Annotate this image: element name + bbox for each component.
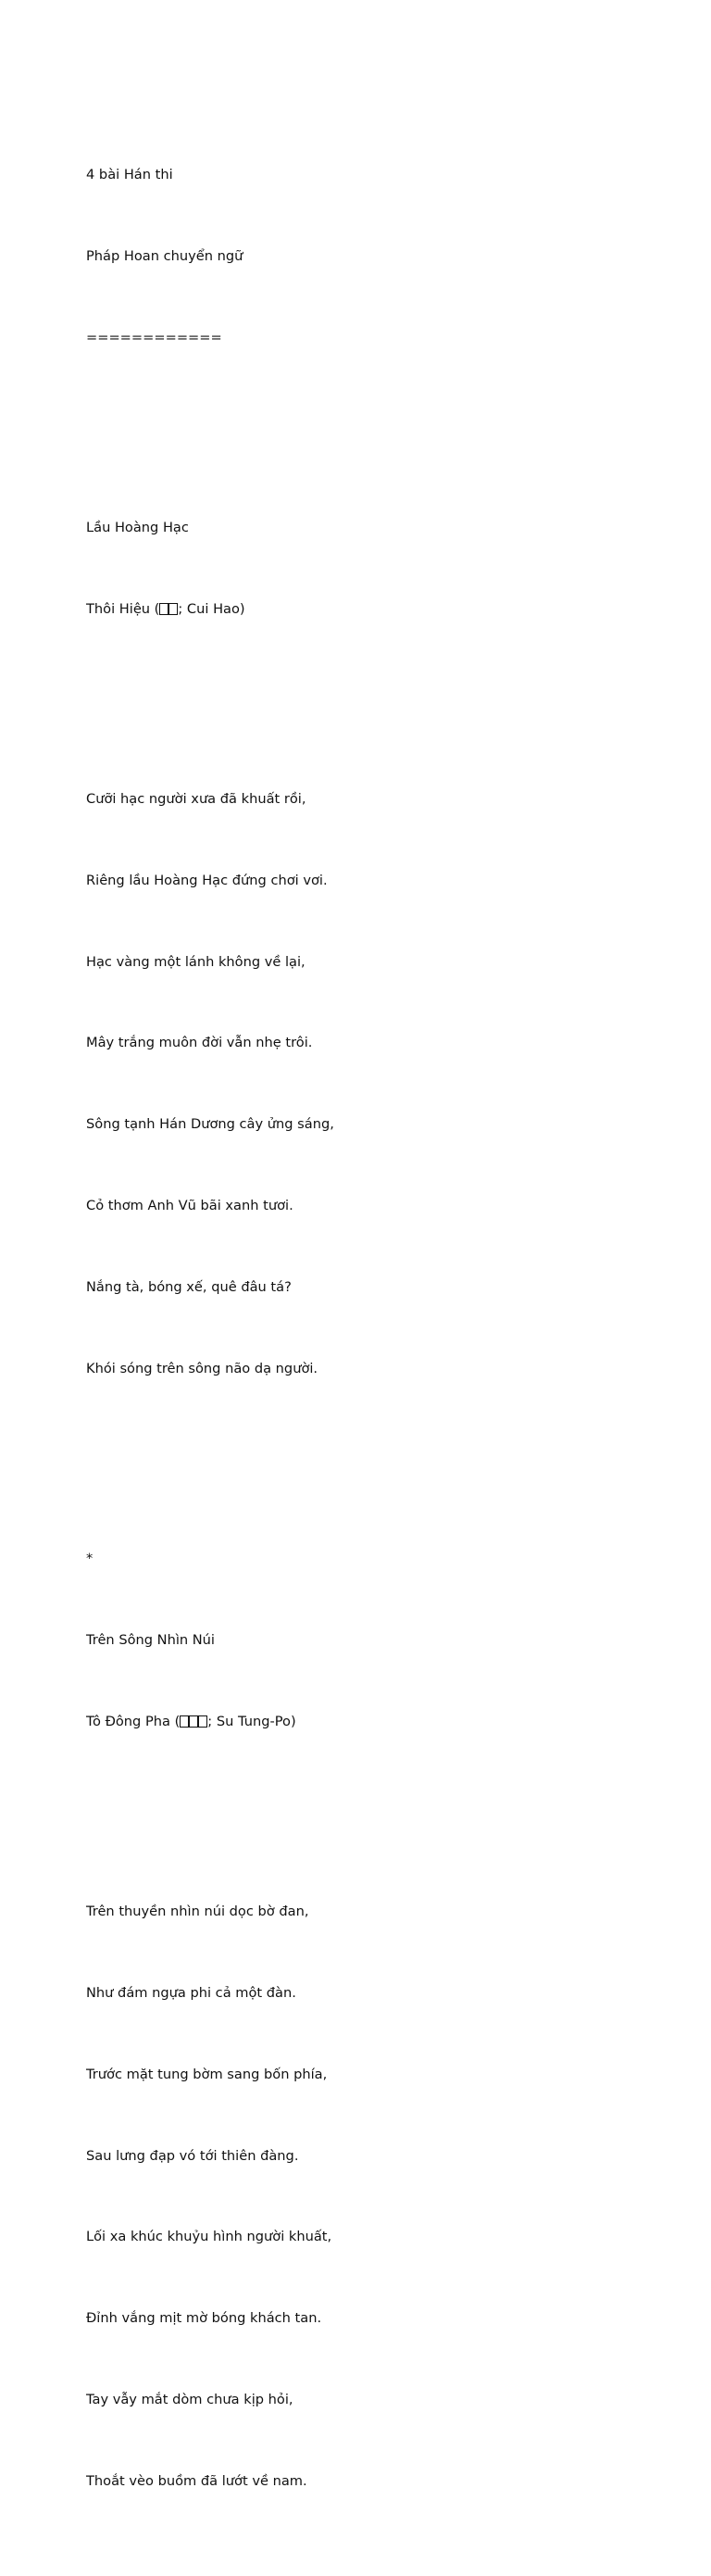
poem1-title: Lầu Hoàng Hạc [86, 519, 189, 535]
missing-glyph-box [198, 1715, 207, 1728]
missing-glyph-box [168, 603, 178, 615]
poem2-author-suffix: ; Su Tung-Po) [207, 1713, 296, 1729]
poem1-line: Cưỡi hạc người xưa đã khuất rồi, [86, 790, 306, 807]
poem2-line: Trên thuyền nhìn núi dọc bờ đan, [86, 1903, 309, 1919]
blank-line [86, 1437, 642, 1464]
poem1-line: Nắng tà, bóng xế, quê đâu tá? [86, 1279, 292, 1296]
poem1-line: Sông tạnh Hán Dương cây ửng sáng, [86, 1116, 334, 1133]
translator-credit: Pháp Hoan chuyển ngữ [86, 247, 243, 264]
poem2-author [86, 1708, 642, 1735]
blank-line [86, 677, 642, 704]
poem1-line: Khói sóng trên sông não dạ người. [86, 1360, 318, 1376]
poem2-line: Lối xa khúc khuỷu hình người khuất, [86, 2229, 332, 2245]
poem2-line: Trước mặt tung bờm sang bốn phía, [86, 2066, 328, 2082]
divider-line: ============ [86, 329, 222, 346]
poem1-author-prefix: Thôi Hiệu ( [86, 600, 160, 617]
poem1-author-suffix: ; Cui Hao) [178, 600, 245, 617]
section-separator: * [86, 1551, 94, 1567]
poem1-author [86, 596, 642, 622]
poem1-line: Cỏ thơm Anh Vũ bãi xanh tươi. [86, 1198, 293, 1214]
poem1-line: Hạc vàng một lánh không về lại, [86, 953, 306, 970]
document-body [86, 80, 642, 2576]
poem1-line: Riêng lầu Hoàng Hạc đứng chơi vơi. [86, 872, 328, 888]
missing-glyph-box [189, 1715, 198, 1728]
missing-glyph-box [159, 603, 168, 615]
poem2-line: Đỉnh vắng mịt mờ bóng khách tan. [86, 2310, 322, 2327]
blank-line [86, 1790, 642, 1816]
poem1-line: Mây trắng muôn đời vẫn nhẹ trôi. [86, 1035, 313, 1051]
poem2-author-prefix: Tô Đông Pha ( [86, 1713, 181, 1729]
blank-line [86, 406, 642, 433]
poem2-line: Như đám ngựa phi cả một đàn. [86, 1984, 296, 2001]
poem2-title: Trên Sông Nhìn Núi [86, 1631, 215, 1648]
poem2-line: Sau lưng đạp vó tới thiên đàng. [86, 2147, 299, 2164]
missing-glyph-box [180, 1715, 189, 1728]
document-title: 4 bài Hán thi [86, 166, 173, 182]
poem2-line: Thoắt vèo buồm đã lướt về nam. [86, 2473, 307, 2490]
poem2-line: Tay vẫy mắt dòm chưa kịp hỏi, [86, 2392, 293, 2408]
